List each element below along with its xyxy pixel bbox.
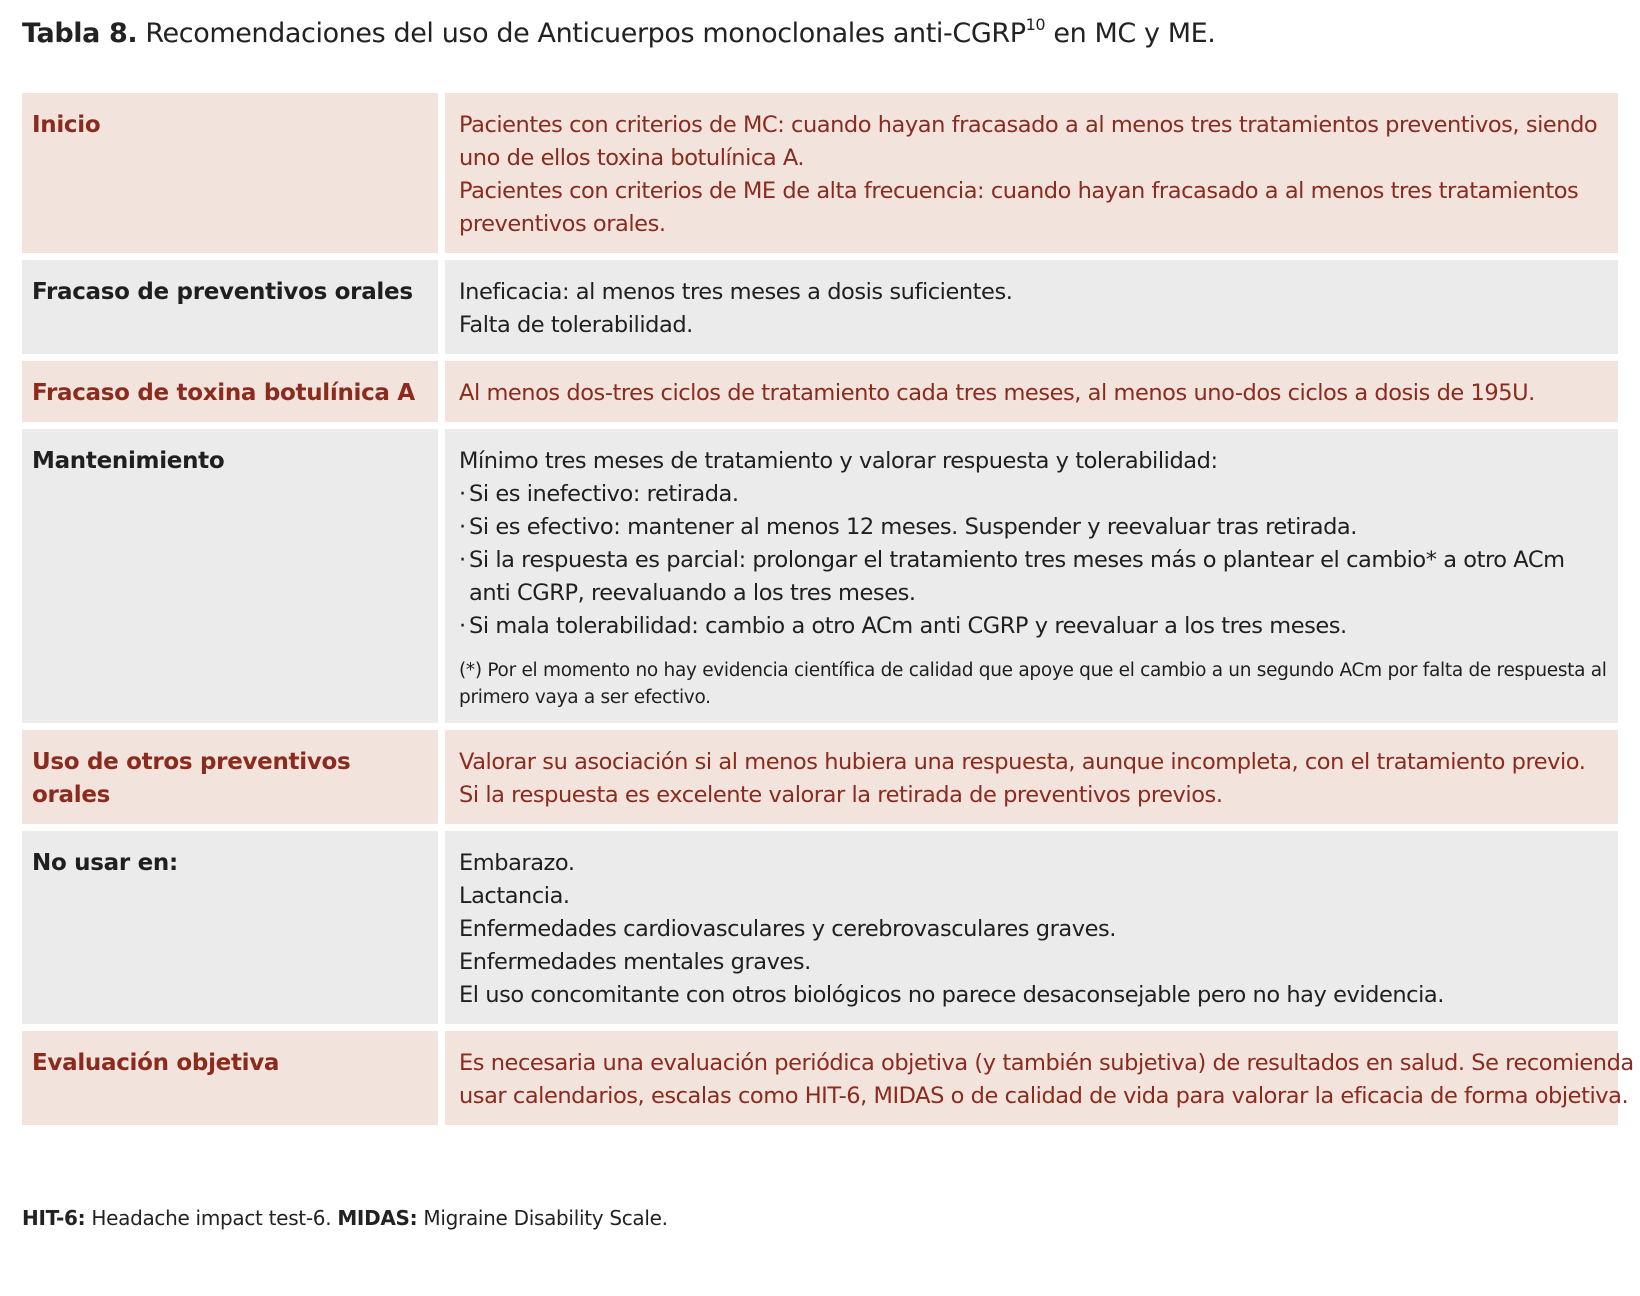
footnote-definition: Headache impact test-6. bbox=[91, 1206, 332, 1230]
footnote-definition: Migraine Disability Scale. bbox=[423, 1206, 668, 1230]
table-title-text: Recomendaciones del uso de Anticuerpos monoclonales anti-CGRP bbox=[145, 18, 1026, 49]
row-header: No usar en: bbox=[22, 831, 438, 1024]
footnote-line: primero vaya a ser efectivo. bbox=[459, 687, 711, 708]
content-line: preventivos orales. bbox=[459, 211, 666, 237]
table-row-mantenimiento bbox=[22, 429, 1618, 723]
table-footnote bbox=[22, 1204, 668, 1232]
content-line: usar calendarios, escalas como HIT-6, MIDAS o de calidad de vida para valorar la eficacia de forma objetiva. bbox=[459, 1083, 1629, 1109]
row-header: Inicio bbox=[22, 93, 438, 253]
content-line: El uso concomitante con otros biológicos no parece desaconsejable pero no hay evidencia. bbox=[459, 982, 1444, 1008]
content-line: Embarazo. bbox=[459, 850, 575, 876]
content-line: Si la respuesta es excelente valorar la retirada de preventivos previos. bbox=[459, 782, 1223, 808]
row-content bbox=[445, 429, 1618, 723]
bullet-item bbox=[459, 478, 1610, 511]
row-content bbox=[445, 361, 1618, 422]
row-header: Fracaso de toxina botulínica A bbox=[22, 361, 438, 422]
table-row-fracaso-preventivos bbox=[22, 260, 1618, 354]
content-line: Pacientes con criterios de ME de alta frecuencia: cuando hayan fracasado a al menos tres tratamientos bbox=[459, 178, 1579, 204]
recommendations-table bbox=[22, 93, 1634, 1132]
bullet-dot-icon: · bbox=[459, 547, 466, 573]
row-content bbox=[445, 730, 1618, 824]
table-title bbox=[22, 16, 1216, 52]
bullet-item bbox=[459, 544, 1610, 610]
row-header: Evaluación objetiva bbox=[22, 1031, 438, 1125]
row-header: Uso de otros preventivos orales bbox=[22, 730, 438, 824]
table-row-inicio bbox=[22, 93, 1618, 253]
table-title-suffix: en MC y ME. bbox=[1053, 18, 1216, 49]
table-title-superscript: 10 bbox=[1025, 15, 1046, 34]
row-content bbox=[445, 831, 1618, 1024]
row-content bbox=[445, 93, 1618, 253]
table-row-uso-otros-preventivos bbox=[22, 730, 1618, 824]
bullet-dot-icon: · bbox=[459, 514, 466, 540]
table-row-fracaso-toxina bbox=[22, 361, 1618, 422]
footnote-line: (*) Por el momento no hay evidencia científica de calidad que apoye que el cambio a un segundo ACm por falta de respuesta al bbox=[459, 660, 1607, 681]
content-line: Mínimo tres meses de tratamiento y valorar respuesta y tolerabilidad: bbox=[459, 448, 1218, 474]
bullet-text: Si la respuesta es parcial: prolongar el tratamiento tres meses más o plantear el cambio* a otro ACm anti CGRP, reevaluando a los tres meses. bbox=[469, 547, 1565, 606]
content-line: Al menos dos-tres ciclos de tratamiento cada tres meses, al menos uno-dos ciclos a dosis de 195U. bbox=[459, 380, 1535, 406]
content-line: uno de ellos toxina botulínica A. bbox=[459, 145, 805, 171]
row-content bbox=[445, 1031, 1634, 1125]
bullet-dot-icon: · bbox=[459, 481, 466, 507]
table-title-label: Tabla 8. bbox=[22, 18, 138, 49]
row-header: Fracaso de preventivos orales bbox=[22, 260, 438, 354]
bullet-dot-icon: · bbox=[459, 613, 466, 639]
content-line: Ineficacia: al menos tres meses a dosis suficientes. bbox=[459, 279, 1013, 305]
content-line: Enfermedades mentales graves. bbox=[459, 949, 811, 975]
bullet-item bbox=[459, 610, 1610, 643]
footnote-note bbox=[459, 657, 1610, 711]
content-line: Valorar su asociación si al menos hubiera una respuesta, aunque incompleta, con el tratamiento previo. bbox=[459, 749, 1586, 775]
bullet-text: Si es inefectivo: retirada. bbox=[469, 481, 739, 507]
row-header: Mantenimiento bbox=[22, 429, 438, 723]
content-line: Enfermedades cardiovasculares y cerebrovasculares graves. bbox=[459, 916, 1116, 942]
bullet-item bbox=[459, 511, 1610, 544]
bullet-text: Si es efectivo: mantener al menos 12 meses. Suspender y reevaluar tras retirada. bbox=[469, 514, 1357, 540]
content-line: Pacientes con criterios de MC: cuando hayan fracasado a al menos tres tratamientos preventivos, siendo bbox=[459, 112, 1598, 138]
footnote-abbr: MIDAS: bbox=[337, 1206, 418, 1230]
bullet-text: Si mala tolerabilidad: cambio a otro ACm anti CGRP y reevaluar a los tres meses. bbox=[469, 613, 1347, 639]
content-line: Es necesaria una evaluación periódica objetiva (y también subjetiva) de resultados en salud. Se recomienda bbox=[459, 1050, 1634, 1076]
footnote-abbr: HIT-6: bbox=[22, 1206, 86, 1230]
row-content bbox=[445, 260, 1618, 354]
content-line: Falta de tolerabilidad. bbox=[459, 312, 693, 338]
table-row-evaluacion-objetiva bbox=[22, 1031, 1634, 1125]
content-line: Lactancia. bbox=[459, 883, 570, 909]
table-row-no-usar-en bbox=[22, 831, 1618, 1024]
